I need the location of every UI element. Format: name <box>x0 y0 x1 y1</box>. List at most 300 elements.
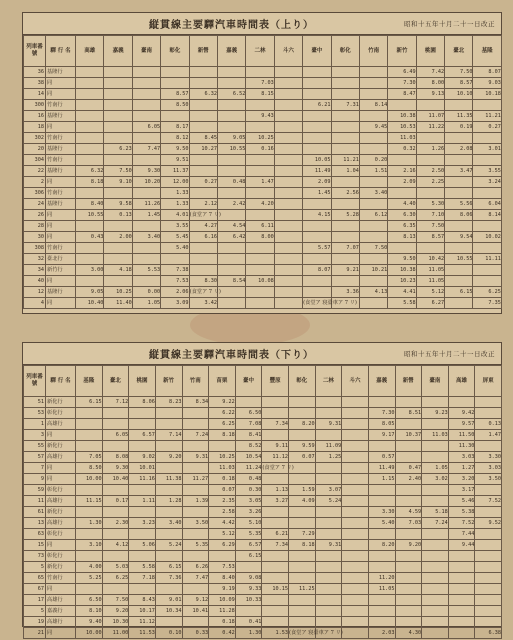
time-cell <box>315 617 342 628</box>
time-cell <box>448 617 475 628</box>
time-cell <box>132 100 160 111</box>
time-cell: 9.02 <box>129 452 156 463</box>
time-cell <box>182 507 209 518</box>
time-cell <box>331 89 359 100</box>
time-cell: 3.26 <box>235 507 262 518</box>
time-cell <box>132 155 160 166</box>
destination: 同 <box>46 463 76 474</box>
train-number: 26 <box>24 210 46 221</box>
time-cell: 10.53 <box>388 122 416 133</box>
time-cell <box>76 243 104 254</box>
time-cell <box>132 254 160 265</box>
time-cell: 6.27 <box>416 298 444 309</box>
time-cell: 11.12 <box>262 452 289 463</box>
time-cell: 4.13 <box>359 287 387 298</box>
time-cell: 6.05 <box>102 430 129 441</box>
time-cell: 6.15 <box>76 397 103 408</box>
time-cell <box>182 529 209 540</box>
time-cell <box>182 551 209 562</box>
time-cell <box>76 419 103 430</box>
time-cell <box>416 133 444 144</box>
time-cell <box>331 232 359 243</box>
time-cell: 10.38 <box>388 265 416 276</box>
time-cell <box>217 78 245 89</box>
time-cell: 8.51 <box>395 408 422 419</box>
time-cell: 10.30 <box>102 617 129 628</box>
time-cell <box>331 177 359 188</box>
time-cell <box>235 606 262 617</box>
time-cell <box>315 474 342 485</box>
time-cell <box>189 67 217 78</box>
time-cell: 9.30 <box>102 463 129 474</box>
time-cell: 1.45 <box>303 188 331 199</box>
column-header: 二林 <box>246 36 274 67</box>
time-cell: 8.07 <box>473 67 501 78</box>
time-cell <box>289 408 316 419</box>
time-cell <box>274 298 302 309</box>
timetable-up-title: 縦貫線主要驛汽車時間表（上り） <box>149 20 314 31</box>
time-cell <box>76 78 104 89</box>
train-number: 300 <box>24 100 46 111</box>
time-cell <box>473 188 501 199</box>
time-cell: 10.21 <box>359 265 387 276</box>
time-cell <box>368 529 395 540</box>
time-cell <box>368 562 395 573</box>
time-cell <box>76 111 104 122</box>
time-cell <box>289 507 316 518</box>
table-row <box>24 485 502 496</box>
time-cell: 1.47 <box>246 177 274 188</box>
time-cell <box>104 221 132 232</box>
time-cell <box>246 298 274 309</box>
time-cell <box>217 254 245 265</box>
column-header: 臺南 <box>132 36 160 67</box>
time-cell: 5.46 <box>448 496 475 507</box>
time-cell: 7.50 <box>416 221 444 232</box>
table-row <box>24 166 502 177</box>
column-header: 驛 行 名 <box>46 36 76 67</box>
destination: 新竹行 <box>46 265 76 276</box>
time-cell <box>475 562 502 573</box>
time-cell <box>274 287 302 298</box>
table-row <box>24 111 502 122</box>
time-cell <box>473 155 501 166</box>
time-cell <box>303 144 331 155</box>
time-cell: 11.03 <box>209 463 236 474</box>
column-header: 驛 行 名 <box>46 366 76 397</box>
time-cell: 11.12 <box>129 617 156 628</box>
time-cell: 7.08 <box>235 419 262 430</box>
time-cell <box>274 100 302 111</box>
train-number: 5 <box>24 606 46 617</box>
time-cell: 8.18 <box>289 540 316 551</box>
time-cell <box>331 254 359 265</box>
time-cell: 7.12 <box>102 397 129 408</box>
time-cell <box>475 529 502 540</box>
time-cell <box>274 188 302 199</box>
time-cell: 8.06 <box>445 210 473 221</box>
time-cell <box>445 177 473 188</box>
time-cell: 7.50 <box>104 166 132 177</box>
time-cell <box>342 474 369 485</box>
time-cell: 11.20 <box>368 573 395 584</box>
time-cell <box>76 408 103 419</box>
time-cell <box>76 122 104 133</box>
time-cell: 4.42 <box>209 518 236 529</box>
table-row <box>24 463 502 474</box>
time-cell <box>359 254 387 265</box>
table-row <box>24 122 502 133</box>
column-header: 基隆 <box>473 36 501 67</box>
time-cell <box>368 617 395 628</box>
train-number: 304 <box>24 155 46 166</box>
time-cell: 3.55 <box>161 221 189 232</box>
destination: 嘉義行 <box>46 606 76 617</box>
time-cell <box>217 287 245 298</box>
time-cell <box>342 529 369 540</box>
time-cell: 2.50 <box>416 166 444 177</box>
time-cell: 9.44 <box>448 540 475 551</box>
time-cell: 3.42 <box>189 298 217 309</box>
time-cell <box>155 584 182 595</box>
time-cell: 2.58 <box>209 507 236 518</box>
time-cell: 8.15 <box>246 89 274 100</box>
time-cell: 3.50 <box>475 474 502 485</box>
train-number: 11 <box>24 496 46 507</box>
time-cell <box>132 221 160 232</box>
column-header: 臺中 <box>303 36 331 67</box>
time-cell: 4.00 <box>76 562 103 573</box>
time-cell: 5.40 <box>368 518 395 529</box>
time-cell: 6.21 <box>262 529 289 540</box>
destination: 竹南行 <box>46 188 76 199</box>
time-cell <box>473 221 501 232</box>
column-header: 臺南 <box>422 366 449 397</box>
table-row <box>24 419 502 430</box>
train-number: 63 <box>24 529 46 540</box>
time-cell: 4.09 <box>289 496 316 507</box>
time-cell <box>416 155 444 166</box>
train-number: 53 <box>24 408 46 419</box>
destination: 高雄行 <box>46 419 76 430</box>
time-cell: 5.30 <box>416 199 444 210</box>
time-cell <box>155 441 182 452</box>
time-cell <box>368 441 395 452</box>
time-cell: 4.59 <box>395 507 422 518</box>
table-row <box>24 265 502 276</box>
time-cell: 11.25 <box>289 584 316 595</box>
time-cell <box>262 518 289 529</box>
train-number: 2 <box>24 177 46 188</box>
time-cell <box>422 606 449 617</box>
time-cell <box>422 397 449 408</box>
time-cell: 3.01 <box>473 144 501 155</box>
train-number: 73 <box>24 551 46 562</box>
time-cell: 9.45 <box>359 122 387 133</box>
train-number: 21 <box>24 628 46 639</box>
time-cell <box>132 276 160 287</box>
time-cell <box>246 67 274 78</box>
time-cell: 1.04 <box>331 166 359 177</box>
time-cell: (食堂ア 寝臺車ア 7 リ) <box>289 628 316 639</box>
time-cell: 0.16 <box>246 144 274 155</box>
time-cell <box>475 551 502 562</box>
time-cell <box>359 276 387 287</box>
time-cell <box>473 265 501 276</box>
table-row <box>24 100 502 111</box>
train-number: 5 <box>24 562 46 573</box>
time-cell <box>342 518 369 529</box>
time-cell: 7.10 <box>416 210 444 221</box>
time-cell <box>104 89 132 100</box>
time-cell: 7.52 <box>475 496 502 507</box>
time-cell: 3.09 <box>161 298 189 309</box>
time-cell <box>132 78 160 89</box>
time-cell: 1.30 <box>235 628 262 639</box>
time-cell <box>104 243 132 254</box>
time-cell: 8.30 <box>189 276 217 287</box>
train-number: 20 <box>24 144 46 155</box>
time-cell <box>182 584 209 595</box>
time-cell: 7.34 <box>262 540 289 551</box>
time-cell: 4.30 <box>395 628 422 639</box>
destination: 同 <box>46 540 76 551</box>
time-cell <box>475 584 502 595</box>
time-cell <box>315 573 342 584</box>
destination: 同 <box>46 276 76 287</box>
time-cell <box>315 408 342 419</box>
train-number: 34 <box>24 265 46 276</box>
time-cell: 4.54 <box>217 221 245 232</box>
time-cell <box>189 111 217 122</box>
train-number: 67 <box>24 584 46 595</box>
time-cell <box>274 243 302 254</box>
time-cell: 10.20 <box>132 177 160 188</box>
time-cell <box>395 496 422 507</box>
train-number: 7 <box>24 463 46 474</box>
time-cell <box>104 122 132 133</box>
time-cell: 9.11 <box>262 441 289 452</box>
time-cell <box>445 276 473 287</box>
train-number: 302 <box>24 133 46 144</box>
time-cell <box>262 397 289 408</box>
time-cell: 3.50 <box>182 518 209 529</box>
time-cell <box>315 584 342 595</box>
time-cell <box>262 474 289 485</box>
time-cell: 10.18 <box>473 89 501 100</box>
time-cell: 1.59 <box>289 485 316 496</box>
time-cell <box>388 155 416 166</box>
time-cell <box>303 133 331 144</box>
time-cell <box>217 122 245 133</box>
time-cell: 8.45 <box>189 133 217 144</box>
time-cell: 10.15 <box>262 584 289 595</box>
time-cell: 10.40 <box>76 298 104 309</box>
time-cell <box>331 111 359 122</box>
time-cell <box>289 562 316 573</box>
time-cell: 10.10 <box>445 89 473 100</box>
time-cell: 2.06 <box>161 287 189 298</box>
table-row <box>24 210 502 221</box>
time-cell <box>368 606 395 617</box>
time-cell <box>104 133 132 144</box>
train-number: 36 <box>24 67 46 78</box>
time-cell: 3.24 <box>473 177 501 188</box>
destination: 竹南行 <box>46 133 76 144</box>
time-cell: 5.24 <box>155 540 182 551</box>
time-cell: 0.17 <box>102 496 129 507</box>
time-cell: 4.15 <box>303 210 331 221</box>
column-header: 高雄 <box>448 366 475 397</box>
time-cell: 3.17 <box>448 485 475 496</box>
timetable-up-table <box>23 35 502 309</box>
time-cell: 3.05 <box>235 496 262 507</box>
destination: 同 <box>46 221 76 232</box>
time-cell <box>274 166 302 177</box>
time-cell <box>303 254 331 265</box>
time-cell <box>262 573 289 584</box>
time-cell <box>262 617 289 628</box>
time-cell <box>303 89 331 100</box>
time-cell: 11.05 <box>368 584 395 595</box>
time-cell <box>104 67 132 78</box>
time-cell: 6.42 <box>217 232 245 243</box>
time-cell <box>315 518 342 529</box>
time-cell: 11.24 <box>235 463 262 474</box>
time-cell <box>359 232 387 243</box>
time-cell <box>368 595 395 606</box>
time-cell: 8.52 <box>235 441 262 452</box>
time-cell <box>445 133 473 144</box>
time-cell <box>331 133 359 144</box>
time-cell <box>161 78 189 89</box>
column-header: 新竹 <box>388 36 416 67</box>
time-cell <box>368 551 395 562</box>
time-cell <box>473 276 501 287</box>
time-cell <box>104 254 132 265</box>
time-cell: 10.08 <box>246 276 274 287</box>
time-cell <box>422 573 449 584</box>
time-cell: 7.24 <box>422 518 449 529</box>
time-cell <box>359 177 387 188</box>
time-cell <box>274 221 302 232</box>
time-cell: 10.17 <box>129 606 156 617</box>
time-cell <box>182 441 209 452</box>
time-cell: 7.34 <box>262 419 289 430</box>
time-cell <box>189 265 217 276</box>
time-cell <box>342 573 369 584</box>
time-cell <box>416 100 444 111</box>
time-cell: 1.33 <box>161 199 189 210</box>
time-cell: 10.55 <box>445 254 473 265</box>
time-cell: 11.50 <box>448 430 475 441</box>
time-cell <box>76 155 104 166</box>
time-cell: 6.57 <box>129 430 156 441</box>
table-row <box>24 67 502 78</box>
table-row <box>24 540 502 551</box>
column-header: 臺中 <box>235 366 262 397</box>
column-header: 列車番號 <box>24 366 46 397</box>
timetable-up-header <box>23 13 501 35</box>
time-cell: 9.23 <box>422 408 449 419</box>
destination: 同 <box>46 628 76 639</box>
train-number: 55 <box>24 441 46 452</box>
time-cell <box>388 100 416 111</box>
destination: 竹南行 <box>46 573 76 584</box>
time-cell: 8.47 <box>388 89 416 100</box>
time-cell: 1.11 <box>129 496 156 507</box>
time-cell: 10.54 <box>235 452 262 463</box>
column-header: 高雄 <box>76 36 104 67</box>
destination: 臺北行 <box>46 254 76 265</box>
time-cell <box>76 89 104 100</box>
time-cell <box>76 100 104 111</box>
time-cell <box>395 584 422 595</box>
time-cell: 5.58 <box>388 298 416 309</box>
time-cell: 2.30 <box>102 518 129 529</box>
time-cell <box>445 221 473 232</box>
time-cell <box>155 463 182 474</box>
destination: 彰化行 <box>46 529 76 540</box>
time-cell: 3.07 <box>315 485 342 496</box>
time-cell: 11.27 <box>182 474 209 485</box>
time-cell <box>289 617 316 628</box>
time-cell <box>246 254 274 265</box>
time-cell: 10.55 <box>217 144 245 155</box>
time-cell: 7.47 <box>182 573 209 584</box>
time-cell <box>274 67 302 78</box>
time-cell <box>76 529 103 540</box>
time-cell: 4.27 <box>189 221 217 232</box>
time-cell <box>359 144 387 155</box>
time-cell: 10.27 <box>189 144 217 155</box>
time-cell <box>132 243 160 254</box>
time-cell: 2.03 <box>368 628 395 639</box>
destination: 基隆行 <box>46 144 76 155</box>
time-cell: 10.05 <box>303 155 331 166</box>
time-cell: 9.01 <box>155 595 182 606</box>
time-cell: 6.15 <box>445 287 473 298</box>
time-cell: 7.07 <box>331 243 359 254</box>
time-cell: 10.25 <box>104 287 132 298</box>
timetable-up-revision: 昭和十五年十月二十一日改正 <box>404 20 495 28</box>
destination: 彰化行 <box>46 408 76 419</box>
time-cell: 5.35 <box>235 529 262 540</box>
time-cell <box>342 617 369 628</box>
time-cell <box>274 276 302 287</box>
destination: 高雄行 <box>46 617 76 628</box>
time-cell: 8.07 <box>303 265 331 276</box>
destination: 新化行 <box>46 441 76 452</box>
time-cell: 3.36 <box>331 287 359 298</box>
time-cell <box>129 485 156 496</box>
time-cell <box>102 507 129 518</box>
time-cell <box>331 67 359 78</box>
time-cell <box>274 177 302 188</box>
time-cell: 3.03 <box>448 452 475 463</box>
time-cell: 5.03 <box>102 562 129 573</box>
train-number: 1 <box>24 419 46 430</box>
train-number: 51 <box>24 397 46 408</box>
column-header: 屏東 <box>475 366 502 397</box>
time-cell <box>189 122 217 133</box>
time-cell <box>189 188 217 199</box>
time-cell: 8.12 <box>161 133 189 144</box>
time-cell: 6.12 <box>359 210 387 221</box>
time-cell: 10.33 <box>235 595 262 606</box>
time-cell: 1.25 <box>315 452 342 463</box>
time-cell <box>129 507 156 518</box>
